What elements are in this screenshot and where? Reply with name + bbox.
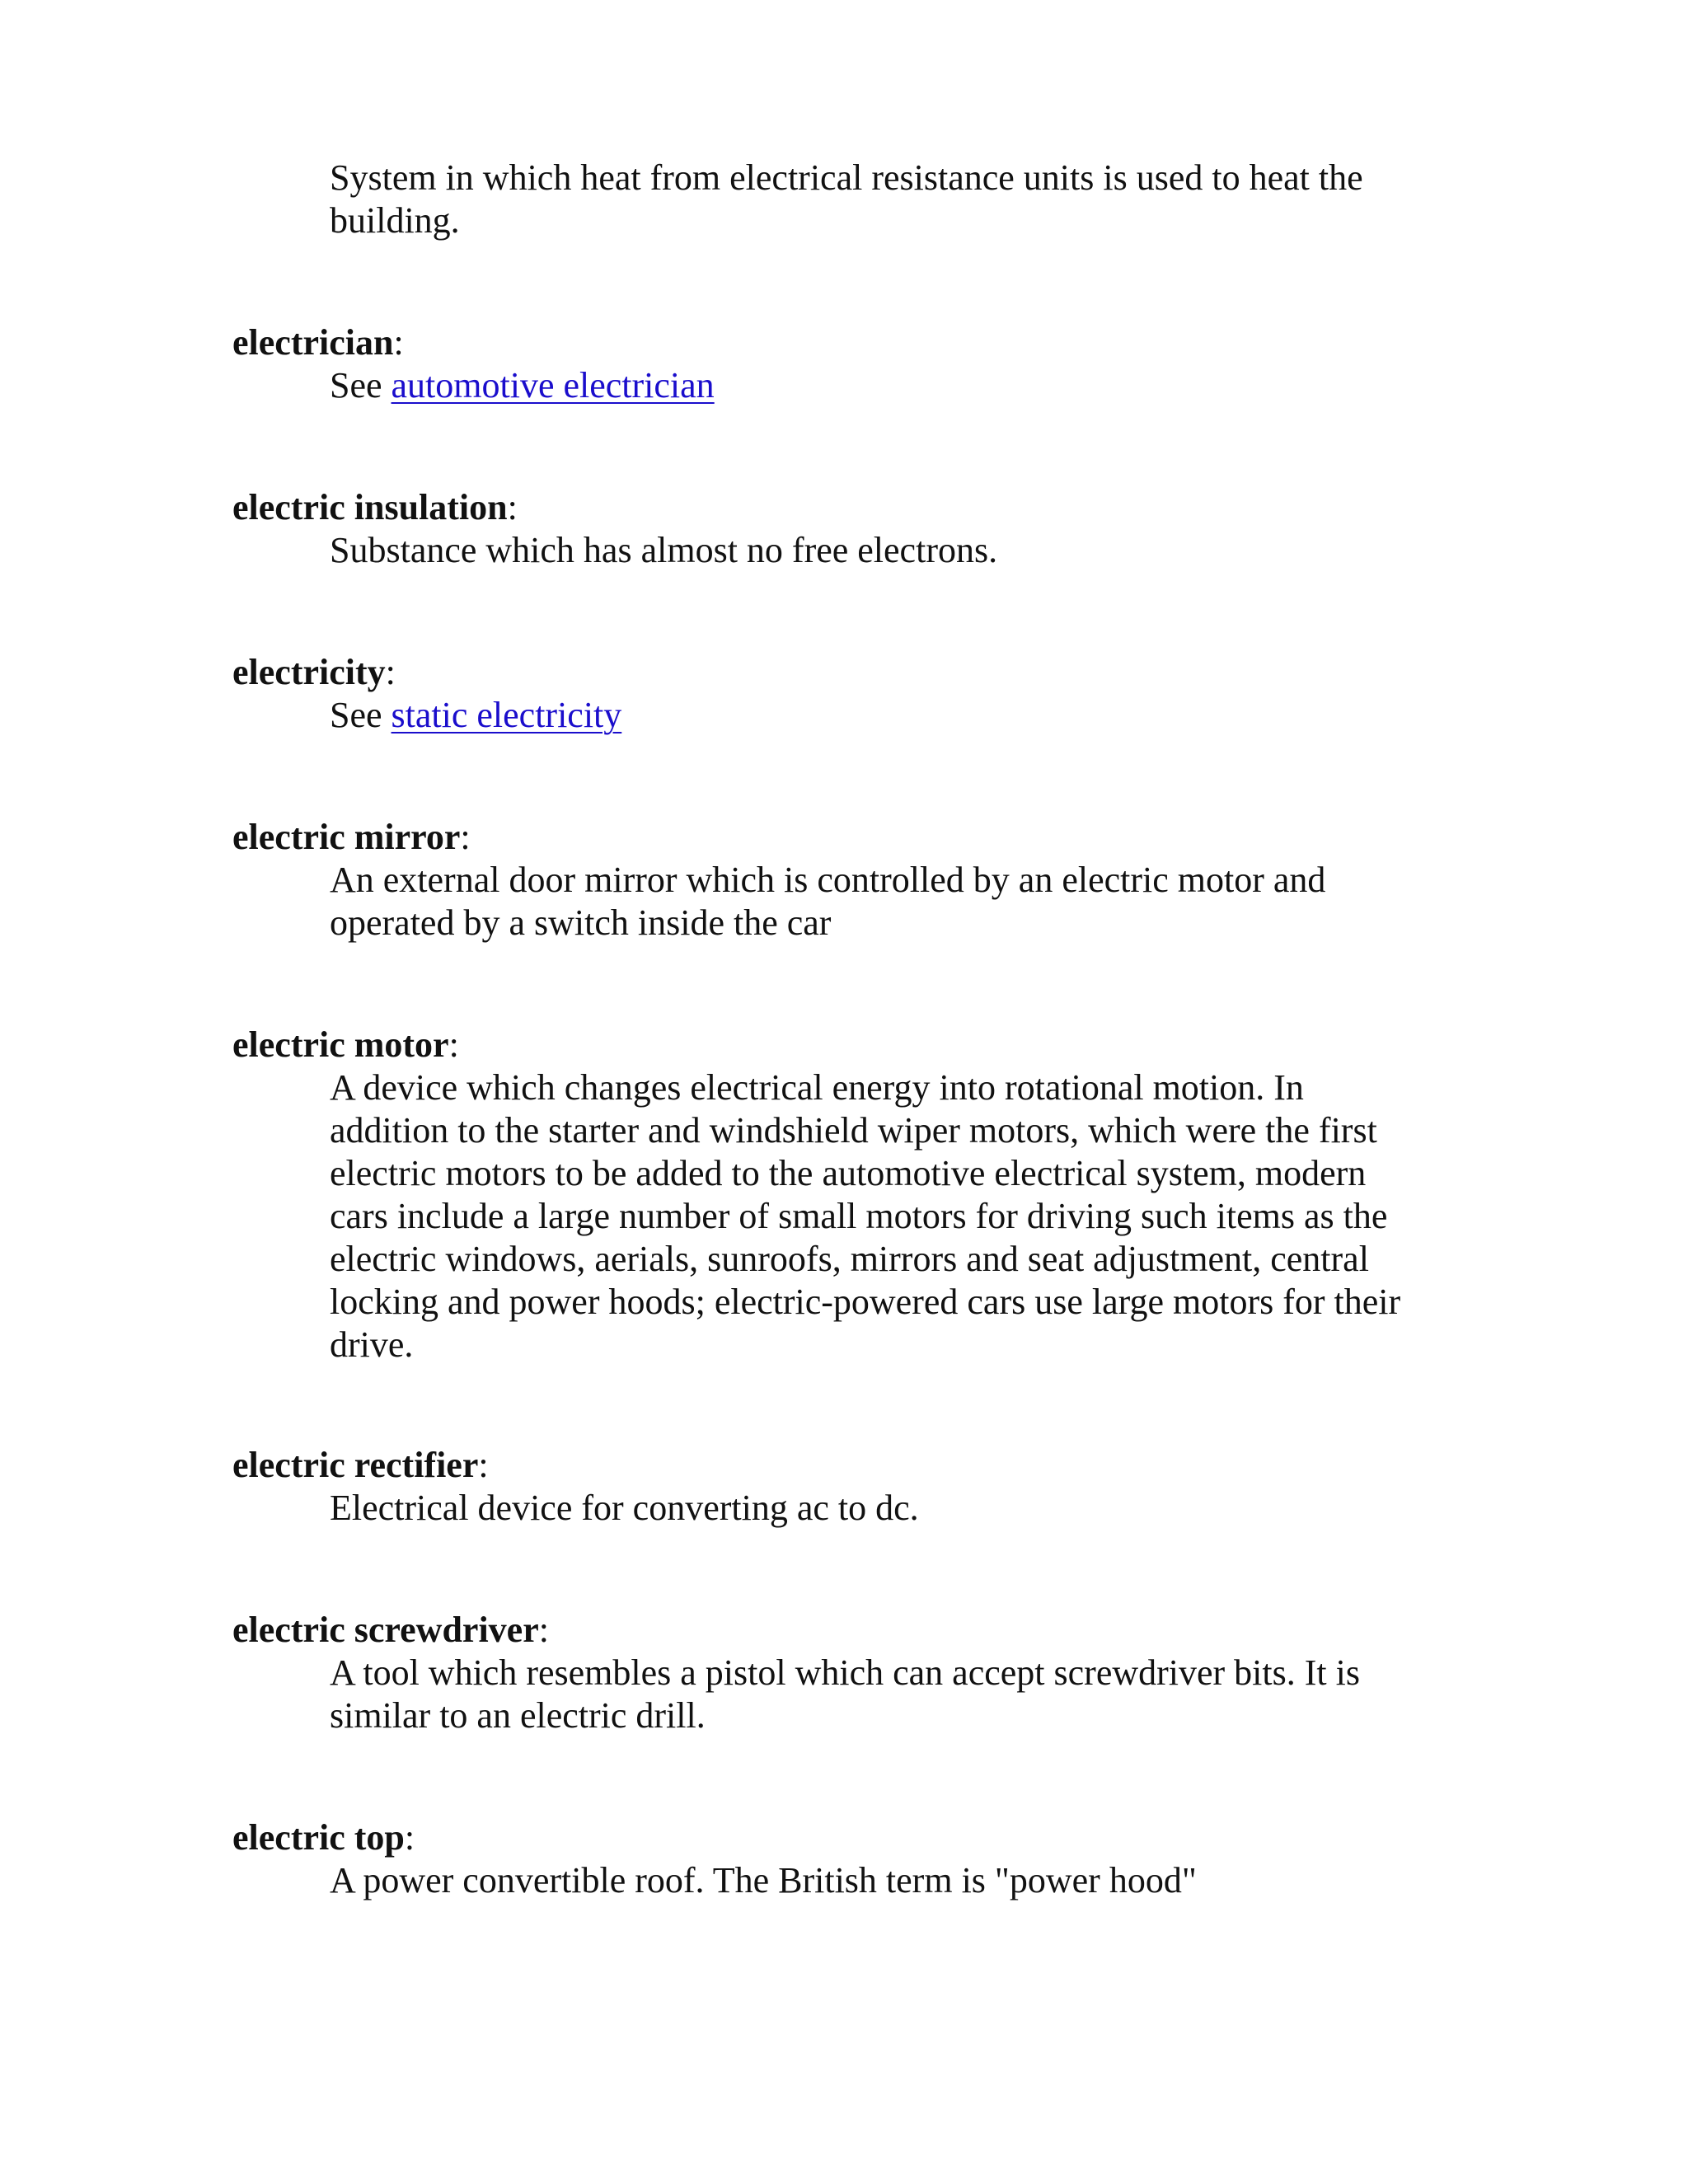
term-heading	[232, 321, 1469, 364]
definition-line: locking and power hoods; electric-powered cars use large motors for their	[330, 1282, 1401, 1322]
term-colon: :	[460, 817, 471, 857]
term: electricity	[232, 652, 386, 692]
glossary-entry-electric-insulation	[232, 486, 1469, 572]
term: electric rectifier	[232, 1445, 479, 1485]
definition-line: cars include a large number of small motors for driving such items as the	[330, 1196, 1388, 1236]
glossary-entry-electrician	[232, 321, 1469, 407]
term-heading	[232, 1444, 1469, 1487]
continued-definition	[330, 157, 1451, 242]
glossary-entry-electricity	[232, 651, 1469, 737]
term-colon: :	[538, 1610, 549, 1650]
glossary-entry-electric-mirror	[232, 816, 1469, 944]
term-colon: :	[393, 322, 404, 363]
see-label: See	[330, 365, 392, 405]
term: electric insulation	[232, 487, 508, 527]
definition	[330, 529, 1467, 572]
glossary-entry-electric-rectifier	[232, 1444, 1469, 1530]
definition-line: operated by a switch inside the car	[330, 902, 832, 943]
glossary-entry-electric-top	[232, 1816, 1469, 1902]
term: electric mirror	[232, 817, 461, 857]
definition-line: electric motors to be added to the automotive electrical system, modern	[330, 1153, 1367, 1193]
definition	[330, 694, 1467, 737]
definition-line: System in which heat from electrical resistance units is used to heat the	[330, 157, 1363, 198]
term-colon: :	[385, 652, 396, 692]
definition-line: similar to an electric drill.	[330, 1695, 706, 1736]
definition	[330, 1066, 1467, 1366]
term-heading	[232, 816, 1469, 859]
term-colon: :	[404, 1817, 415, 1858]
term-heading	[232, 1024, 1469, 1066]
glossary-entry-electric-motor	[232, 1024, 1469, 1366]
definition-line: Substance which has almost no free electrons.	[330, 530, 998, 570]
term: electric top	[232, 1817, 405, 1858]
term: electric screwdriver	[232, 1610, 539, 1650]
term-heading	[232, 486, 1469, 529]
definition-line: building.	[330, 200, 460, 241]
definition-line: A tool which resembles a pistol which can accept screwdriver bits. It is	[330, 1652, 1360, 1693]
term-colon: :	[478, 1445, 489, 1485]
glossary-entry-electric-screwdriver	[232, 1609, 1469, 1737]
term: electrician	[232, 322, 394, 363]
definition-line: An external door mirror which is controlled by an electric motor and	[330, 860, 1326, 900]
definition-line: A device which changes electrical energy into rotational motion. In	[330, 1067, 1304, 1108]
term-colon: :	[448, 1024, 459, 1065]
definition	[330, 1487, 1467, 1530]
definition	[330, 859, 1467, 944]
term: electric motor	[232, 1024, 449, 1065]
definition	[330, 364, 1467, 407]
definition-line: A power convertible roof. The British term is "power hood"	[330, 1860, 1197, 1900]
definition-line: addition to the starter and windshield wiper motors, which were the first	[330, 1110, 1377, 1151]
term-heading	[232, 651, 1469, 694]
term-colon: :	[507, 487, 518, 527]
definition	[330, 1652, 1467, 1737]
definition-line: drive.	[330, 1324, 414, 1365]
term-heading	[232, 1816, 1469, 1859]
definition-line: electric windows, aerials, sunroofs, mirrors and seat adjustment, central	[330, 1239, 1369, 1279]
link-static-electricity[interactable]: static electricity	[391, 695, 622, 735]
see-label: See	[330, 695, 392, 735]
definition	[330, 1859, 1467, 1902]
term-heading	[232, 1609, 1469, 1652]
link-automotive-electrician[interactable]: automotive electrician	[391, 365, 715, 405]
definition-line: Electrical device for converting ac to dc.	[330, 1488, 919, 1528]
